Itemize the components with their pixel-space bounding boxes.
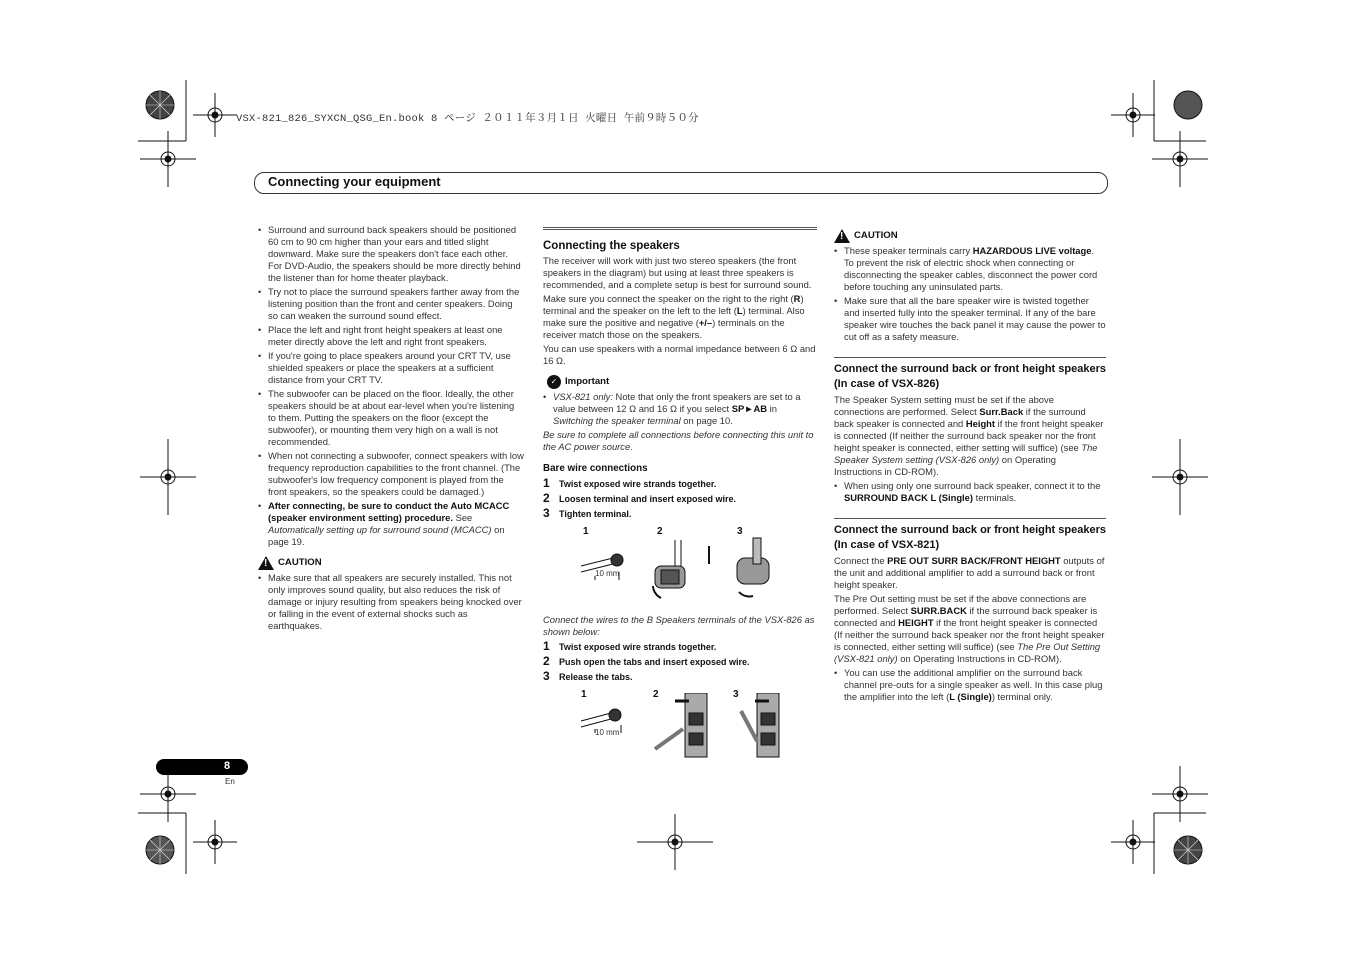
spring-terminal-illustration	[543, 693, 817, 763]
warning-icon	[834, 229, 850, 243]
step-number: 3	[543, 669, 550, 683]
terminal-illustration	[543, 536, 817, 606]
caution-heading	[834, 229, 1106, 243]
text: Connect the	[834, 555, 885, 566]
text: When using only one surround back speaker, connect it to the	[844, 480, 1101, 491]
text-reference: The Speaker System setting (VSX-826 only)	[834, 442, 1098, 465]
vsx821-title: Connect the surround back or front height speakers (In case of VSX-821)	[834, 524, 1106, 551]
paragraph: The receiver will work with just two stereo speakers (the front speakers in the diagram) but using at least three speakers is recommended, and a complete setup is best for surround sound.	[543, 255, 812, 290]
figure-label: 3	[737, 526, 743, 537]
step-text: Push open the tabs and insert exposed wire.	[559, 657, 750, 667]
text-sp-ab: SP►AB	[731, 403, 768, 414]
bare-wire-figure	[543, 526, 817, 606]
step-text: Tighten terminal.	[559, 509, 632, 519]
list-item: • If you're going to place speakers around your CRT TV, use shielded speakers or place the speakers at a sufficient distance from your CRT TV.	[258, 350, 524, 386]
connecting-speakers-title: Connecting the speakers	[543, 240, 680, 252]
page-language: En	[225, 777, 235, 786]
text: You can use the additional amplifier on the surround back channel pre-outs for a single speaker as well. In this case plug the amplifier into the left (	[844, 667, 1103, 702]
important-label: Important	[565, 376, 610, 387]
text: on Operating Instructions in CD-ROM).	[834, 454, 1057, 477]
text: if the front height speaker is connected (If neither the surround back speaker nor the front height speaker is connected, either setting will suffice) (see	[834, 418, 1104, 453]
text-plus-minus: +/–	[698, 317, 713, 328]
text-pre-out: PRE OUT SURR BACK/FRONT HEIGHT	[887, 555, 1061, 566]
text-height: Height	[965, 418, 996, 429]
speaker-placement-list	[258, 224, 524, 548]
paragraph	[834, 555, 1106, 591]
caution-list	[258, 572, 524, 632]
note-text: Be sure to complete all connections before connecting this unit to the AC power source.	[543, 429, 814, 452]
paragraph	[834, 394, 1106, 478]
mcacc-instruction: After connecting, be sure to conduct the Auto MCACC (speaker environment setting) procedure.	[268, 500, 510, 523]
list-item: • When not connecting a subwoofer, connect speakers with low frequency reproduction capabilities to the front channel. (The subwoofer's low frequency component is played from the front speakers, so the speakers could be damaged.)	[258, 450, 524, 498]
text: ) terminal and the speaker on the left to the left (	[543, 293, 804, 316]
list-item: • Place the left and right front height speakers at least one meter directly above the left and right front speakers.	[258, 324, 524, 348]
text-reference: The Pre Out Setting (VSX-821 only)	[834, 641, 1101, 664]
note	[543, 614, 817, 638]
text: terminals.	[975, 492, 1017, 503]
bare-wire-title: Bare wire connections	[543, 463, 648, 474]
text: in	[769, 403, 777, 414]
step	[543, 640, 817, 653]
wire-length-label: 10 mm	[595, 728, 620, 737]
text-l: L	[736, 305, 743, 316]
step-text: Twist exposed wire strands together.	[559, 479, 717, 489]
text: on Operating Instructions in CD-ROM).	[900, 653, 1062, 664]
figure-label: 2	[657, 526, 663, 537]
step	[543, 477, 817, 490]
list-item	[834, 480, 1106, 504]
spring-terminal-figure	[543, 689, 817, 765]
step-number: 1	[543, 639, 550, 653]
paragraph	[543, 293, 817, 341]
text-r: R	[793, 293, 801, 304]
list-item	[834, 667, 1106, 703]
section-rule	[543, 227, 817, 230]
text: VSX-821 only:	[553, 391, 613, 402]
page-number: 8	[224, 760, 231, 772]
list-item	[834, 245, 1106, 293]
step-text: Twist exposed wire strands together.	[559, 642, 717, 652]
text: These speaker terminals carry	[844, 245, 971, 256]
step	[543, 655, 817, 668]
mcacc-reference: Automatically setting up for surround sound (MCACC)	[268, 524, 492, 535]
step-number: 2	[543, 654, 550, 668]
column-left	[258, 224, 524, 634]
text: on page 10.	[683, 415, 733, 426]
section-title: Connecting your equipment	[268, 174, 441, 189]
important-icon: ✓	[547, 375, 561, 389]
list-item: • Surround and surround back speakers should be positioned 60 cm to 90 cm higher than your ears and titled slight downward. Make sure the speakers don't face each other. For DVD-Audio, the speakers should be more directly behind the listener than for home theater playback.	[258, 224, 524, 284]
section-rule	[834, 518, 1106, 519]
list-item: • The subwoofer can be placed on the floor. Ideally, the other speakers should be at about ear-level when you're listening to them. Putting the speakers on the floor (except the subwoofer), or mounting them very high on a wall is not recommended.	[258, 388, 524, 448]
step-number: 1	[543, 476, 550, 490]
paragraph	[834, 593, 1106, 665]
text: Switching the speaker terminal	[553, 415, 681, 426]
list-item: • Make sure that all speakers are securely installed. This not only improves sound quality, but also reduces the risk of damage or injury resulting from speakers being knocked over or falling in the event of external shocks such as earthquakes.	[258, 572, 524, 632]
text: if the surround back speaker is connected and	[834, 605, 1098, 628]
text: Make sure you connect the speaker on the right to the right (	[543, 293, 794, 304]
text: . To prevent the risk of electric shock when connecting or disconnecting the speaker cables, disconnect the power cord before touching any uninsulated parts.	[844, 245, 1098, 292]
list-item: • Make sure that all the bare speaker wire is twisted together and inserted fully into the speaker terminal. If any of the bare speaker wire touches the back panel it may cause the power to cut off as a safety measure.	[834, 295, 1106, 343]
step	[543, 492, 817, 505]
step	[543, 507, 817, 520]
vsx821-list	[834, 667, 1106, 703]
vsx826-list	[834, 480, 1106, 504]
text-surr-back: Surr.Back	[979, 406, 1024, 417]
list-item	[543, 391, 817, 427]
caution-heading	[258, 556, 524, 570]
caution-label: CAUTION	[854, 230, 898, 241]
caution-label: CAUTION	[278, 557, 322, 568]
mcacc-see: See	[455, 512, 473, 523]
text: Note that only the front speakers are set to a value between 12 Ω and 16 Ω if you select	[553, 391, 801, 414]
text: if the surround back speaker is connected and	[834, 406, 1086, 429]
note-text: Connect the wires to the B Speakers terminals of the VSX-826 as shown below:	[543, 614, 815, 637]
step	[543, 670, 817, 683]
text-surr-back: SURR.BACK	[910, 605, 967, 616]
text-terminal: SURROUND BACK L (Single)	[844, 492, 973, 503]
text: The Pre Out setting must be set if the above connections are performed. Select	[834, 593, 1087, 616]
column-middle	[543, 227, 817, 765]
important-heading	[547, 375, 817, 389]
caution-list	[834, 245, 1106, 343]
text: outputs of the unit and additional amplifier to add a surround back or front height speaker.	[834, 555, 1105, 590]
step-text: Loosen terminal and insert exposed wire.	[559, 494, 737, 504]
figure-label: 1	[581, 689, 587, 700]
warning-icon	[258, 556, 274, 570]
list-item: • Try not to place the surround speakers farther away from the listening position than the front and center speakers. Doing so can weaken the surround sound effect.	[258, 286, 524, 322]
figure-label: 3	[733, 689, 739, 700]
text: ) terminal only.	[991, 691, 1053, 702]
step-number: 2	[543, 491, 550, 505]
page-number-pill	[156, 759, 248, 775]
text-hazard: HAZARDOUS LIVE voltage	[972, 245, 1092, 256]
column-right	[834, 229, 1106, 705]
text: ) terminals on the receiver match those on the speakers.	[543, 317, 785, 340]
text-height: HEIGHT	[898, 617, 934, 628]
figure-label: 2	[653, 689, 659, 700]
text: if the front height speaker is connected (If neither the surround back speaker nor the front height speaker is connected, either setting will suffice) (see	[834, 617, 1105, 652]
step-text: Release the tabs.	[559, 672, 633, 682]
text: The Speaker System setting must be set if the above connections are performed. Select	[834, 394, 1054, 417]
vsx826-title: Connect the surround back or front height speakers (In case of VSX-826)	[834, 363, 1106, 390]
text: ) terminal. Also make sure the positive and negative (	[543, 305, 805, 328]
text-terminal: L (Single)	[949, 691, 992, 702]
section-rule	[834, 357, 1106, 358]
note	[543, 429, 817, 453]
important-list	[543, 391, 817, 427]
mcacc-page: on page 19.	[268, 524, 505, 547]
step-number: 3	[543, 506, 550, 520]
wire-length-label: 10 mm	[595, 569, 620, 578]
figure-label: 1	[583, 526, 589, 537]
list-item-mcacc	[258, 500, 524, 548]
book-file-header: VSX-821_826_SYXCN_QSG_En.book 8 ページ ２０１１年３月１日 火曜日 午前９時５０分	[236, 113, 699, 125]
paragraph: You can use speakers with a normal impedance between 6 Ω and 16 Ω.	[543, 343, 816, 366]
